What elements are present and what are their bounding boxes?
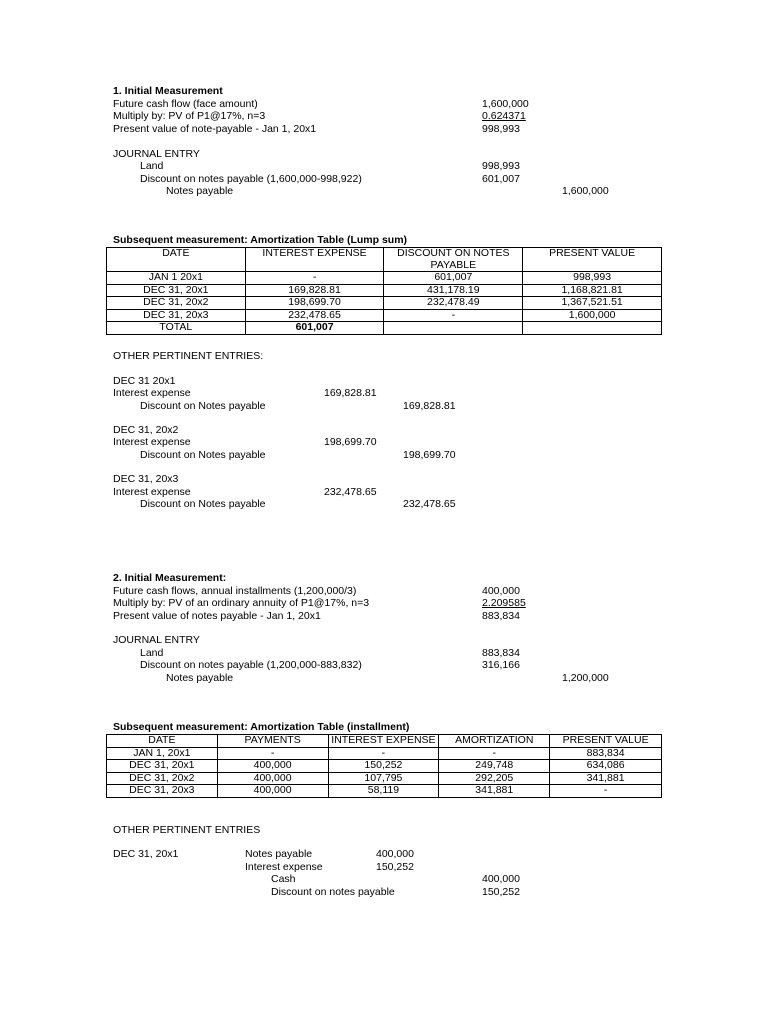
table-cell [523, 322, 662, 335]
part2-value-installments: 400,000 [482, 585, 520, 597]
column-header: DATE [107, 735, 218, 748]
table-cell: 1,600,000 [523, 309, 662, 322]
table-cell-total: 601,007 [245, 322, 384, 335]
table-cell: 58,119 [328, 785, 439, 798]
table-cell: 150,252 [328, 760, 439, 773]
part1-table-title: Subsequent measurement: Amortization Table (Lump sum) [113, 234, 408, 246]
table-cell: 1,168,821.81 [523, 284, 662, 297]
amortization-table-installment [106, 734, 662, 798]
part2-entry-notes-label: Notes payable [245, 848, 313, 860]
part2-journal-discount-label: Discount on notes payable (1,200,000-883,832) [140, 659, 362, 671]
part2-journal-land-value: 883,834 [482, 647, 520, 659]
entry-credit-value: 198,699.70 [403, 449, 456, 461]
table-row [107, 309, 662, 322]
table-cell: 341,881 [550, 772, 662, 785]
table-cell: - [245, 272, 384, 285]
part2-table-title: Subsequent measurement: Amortization Table (installment) [113, 721, 410, 733]
entry-debit-label: Interest expense [113, 436, 191, 448]
entry-debit-label: Interest expense [113, 486, 191, 498]
table-cell: 400,000 [217, 772, 328, 785]
part2-entry-date: DEC 31, 20x1 [113, 848, 179, 860]
part2-journal-land-label: Land [140, 647, 164, 659]
table-cell: 634,086 [550, 760, 662, 773]
part2-entry-interest-value: 150,252 [376, 861, 414, 873]
table-cell: DEC 31, 20x3 [107, 309, 246, 322]
part1-label-pv-factor: Multiply by: PV of P1@17%, n=3 [113, 110, 266, 122]
table-row [107, 772, 662, 785]
table-header-row [107, 248, 662, 272]
part1-journal-notes-label: Notes payable [166, 185, 234, 197]
part1-journal-discount-value: 601,007 [482, 173, 520, 185]
column-header: DATE [107, 248, 246, 272]
part2-entry-cash-label: Cash [271, 873, 296, 885]
table-header-row [107, 735, 662, 748]
entry-credit-label: Discount on Notes payable [140, 498, 266, 510]
part2-entry-notes-value: 400,000 [376, 848, 414, 860]
part2-label-installments: Future cash flows, annual installments (1,200,000/3) [113, 585, 357, 597]
entry-date: DEC 31, 20x2 [113, 424, 179, 436]
table-row [107, 760, 662, 773]
part1-other-heading: OTHER PERTINENT ENTRIES: [113, 350, 264, 362]
table-cell: - [384, 309, 523, 322]
table-row [107, 785, 662, 798]
part2-entry-interest-label: Interest expense [245, 861, 323, 873]
part1-value-present-value: 998,993 [482, 123, 520, 135]
table-row [107, 272, 662, 285]
part2-title: 2. Initial Measurement: [113, 572, 227, 584]
table-row [107, 297, 662, 310]
table-cell: 232,478.65 [245, 309, 384, 322]
part2-other-heading: OTHER PERTINENT ENTRIES [113, 824, 261, 836]
entry-debit-label: Interest expense [113, 387, 191, 399]
table-row [107, 747, 662, 760]
column-header: PRESENT VALUE [523, 248, 662, 272]
table-cell: 883,834 [550, 747, 662, 760]
part2-journal-notes-value: 1,200,000 [562, 672, 609, 684]
table-cell: 169,828.81 [245, 284, 384, 297]
table-cell: JAN 1, 20x1 [107, 747, 218, 760]
part2-label-annuity-factor: Multiply by: PV of an ordinary annuity of P1@17%, n=3 [113, 597, 370, 609]
part2-entry-discount-value: 150,252 [482, 886, 520, 898]
table-cell: - [439, 747, 550, 760]
column-header: INTEREST EXPENSE [245, 248, 384, 272]
entry-credit-value: 232,478.65 [403, 498, 456, 510]
table-cell: DEC 31, 20x2 [107, 772, 218, 785]
part2-journal-discount-value: 316,166 [482, 659, 520, 671]
table-cell: 400,000 [217, 760, 328, 773]
part1-journal-land-label: Land [140, 160, 164, 172]
table-cell: 998,993 [523, 272, 662, 285]
table-cell: DEC 31, 20x2 [107, 297, 246, 310]
table-cell [384, 322, 523, 335]
table-cell: 292,205 [439, 772, 550, 785]
table-cell: DEC 31, 20x1 [107, 284, 246, 297]
column-header: INTEREST EXPENSE [328, 735, 439, 748]
column-header: AMORTIZATION [439, 735, 550, 748]
entry-credit-label: Discount on Notes payable [140, 449, 266, 461]
part1-title: 1. Initial Measurement [113, 85, 223, 97]
table-cell: 232,478.49 [384, 297, 523, 310]
table-cell: DEC 31, 20x1 [107, 760, 218, 773]
part1-value-face-amount: 1,600,000 [482, 98, 529, 110]
part2-journal-heading: JOURNAL ENTRY [113, 634, 200, 646]
entry-credit-value: 169,828.81 [403, 400, 456, 412]
table-cell: 1,367,521.51 [523, 297, 662, 310]
entry-debit-value: 198,699.70 [324, 436, 377, 448]
table-cell: - [328, 747, 439, 760]
table-cell: 400,000 [217, 785, 328, 798]
table-cell: TOTAL [107, 322, 246, 335]
part1-label-face-amount: Future cash flow (face amount) [113, 98, 258, 110]
part1-journal-land-value: 998,993 [482, 160, 520, 172]
table-cell: JAN 1 20x1 [107, 272, 246, 285]
table-total-row [107, 322, 662, 335]
part1-journal-discount-label: Discount on notes payable (1,600,000-998,922) [140, 173, 362, 185]
part2-journal-notes-label: Notes payable [166, 672, 234, 684]
entry-debit-value: 232,478.65 [324, 486, 377, 498]
table-row [107, 284, 662, 297]
part1-journal-notes-value: 1,600,000 [562, 185, 609, 197]
part2-value-present-value: 883,834 [482, 610, 520, 622]
column-header: DISCOUNT ON NOTES PAYABLE [384, 248, 523, 272]
part2-value-annuity-factor: 2.209585 [482, 597, 526, 609]
entry-debit-value: 169,828.81 [324, 387, 377, 399]
table-cell: - [550, 785, 662, 798]
table-cell: 249,748 [439, 760, 550, 773]
entry-date: DEC 31, 20x3 [113, 473, 179, 485]
part2-entry-discount-label: Discount on notes payable [271, 886, 395, 898]
part1-journal-heading: JOURNAL ENTRY [113, 148, 200, 160]
table-cell: 431,178.19 [384, 284, 523, 297]
part1-value-pv-factor: 0.624371 [482, 110, 526, 122]
part2-entry-cash-value: 400,000 [482, 873, 520, 885]
table-cell: - [217, 747, 328, 760]
entry-credit-label: Discount on Notes payable [140, 400, 266, 412]
column-header: PAYMENTS [217, 735, 328, 748]
table-cell: 107,795 [328, 772, 439, 785]
part2-label-present-value: Present value of notes payable - Jan 1, 20x1 [113, 610, 321, 622]
column-header: PRESENT VALUE [550, 735, 662, 748]
table-cell: DEC 31, 20x3 [107, 785, 218, 798]
table-cell: 198,699.70 [245, 297, 384, 310]
part1-label-present-value: Present value of note-payable - Jan 1, 20x1 [113, 123, 317, 135]
table-cell: 341,881 [439, 785, 550, 798]
table-cell: 601,007 [384, 272, 523, 285]
entry-date: DEC 31 20x1 [113, 375, 176, 387]
amortization-table-lump-sum [106, 247, 662, 335]
